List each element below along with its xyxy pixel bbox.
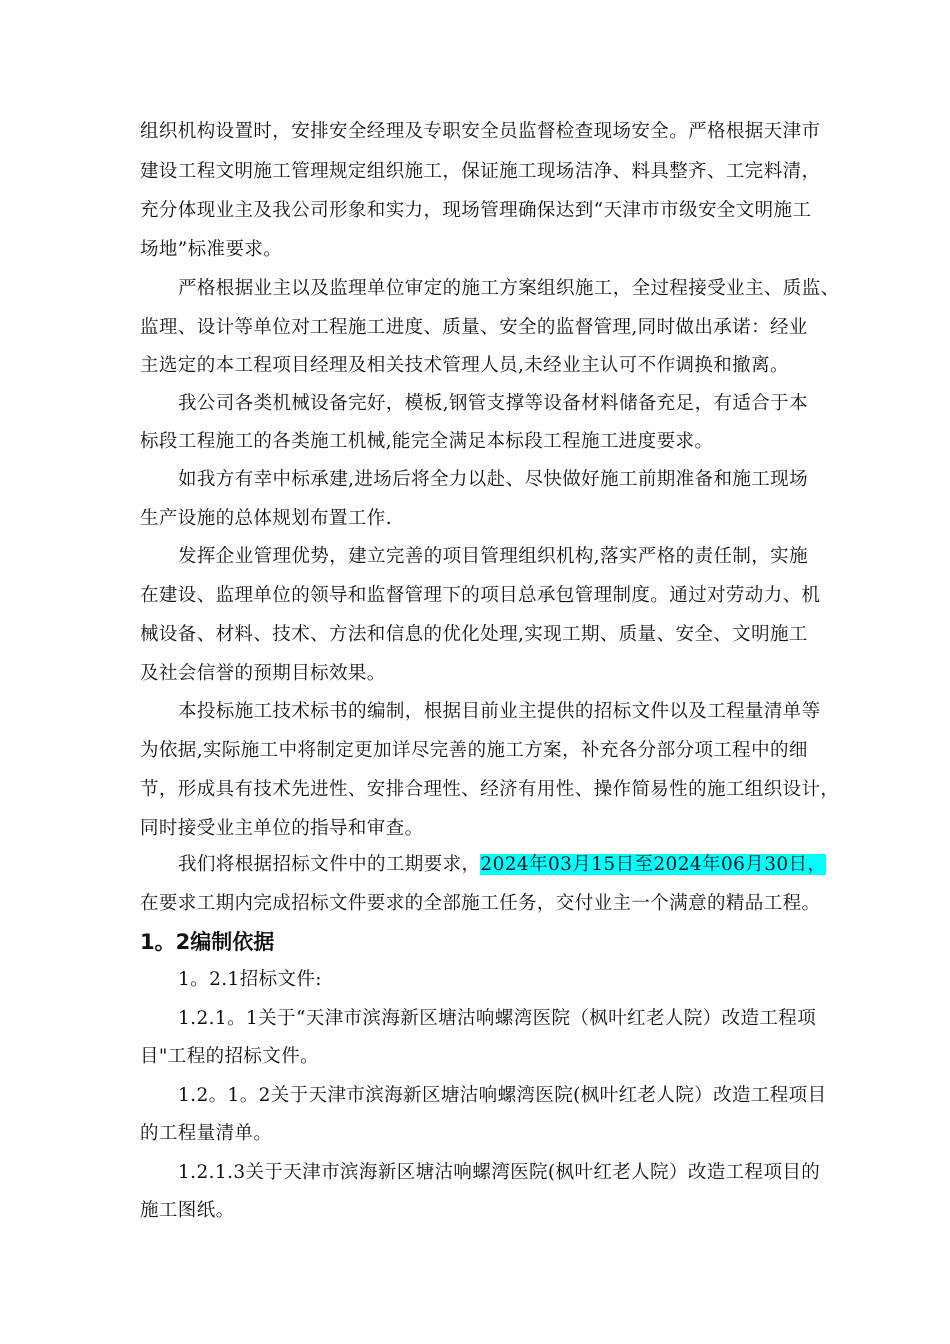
paragraph-line: 为依据,实际施工中将制定更加详尽完善的施工方案，补充各分部分项工程中的细 (140, 740, 808, 761)
highlighted-date-range: 2024年03月15日至2024年06月30日， (480, 854, 827, 875)
paragraph-line: 组织机构设置时，安排安全经理及专职安全员监督检查现场安全。严格根据天津市 (140, 121, 821, 142)
paragraph-line: 建设工程文明施工管理规定组织施工，保证施工现场洁净、料具整齐、工完料清， (140, 161, 821, 182)
paragraph-line: 如我方有幸中标承建,进场后将全力以赴、尽快做好施工前期准备和施工现场 (178, 469, 808, 490)
paragraph-line: 械设备、材料、技术、方法和信息的优化处理,实现工期、质量、安全、文明施工 (140, 624, 808, 645)
reference-item: 1.2.1.3关于天津市滨海新区塘沽响螺湾医院(枫叶红老人院）改造工程项目的 (178, 1162, 821, 1183)
paragraph-line: 场地”标准要求。 (140, 239, 283, 260)
section-heading: 1。2编制依据 (140, 930, 275, 954)
paragraph-line: 监理、设计等单位对工程施工进度、质量、安全的监督管理,同时做出承诺：经业 (140, 317, 808, 338)
paragraph-line: 充分体现业主及我公司形象和实力，现场管理确保达到“天津市市级安全文明施工 (140, 200, 812, 221)
paragraph-text: 我们将根据招标文件中的工期要求， (178, 854, 481, 875)
reference-item: 1.2。1。2关于天津市滨海新区塘沽响螺湾医院(枫叶红老人院）改造工程项目 (178, 1085, 827, 1106)
paragraph-line (178, 854, 826, 876)
reference-item: 的工程量清单。 (140, 1123, 273, 1144)
reference-item: 目"工程的招标文件。 (140, 1046, 320, 1067)
paragraph-line: 生产设施的总体规划布置工作. (140, 508, 392, 529)
paragraph-line: 同时接受业主单位的指导和审查。 (140, 818, 424, 839)
paragraph-line: 主选定的本工程项目经理及相关技术管理人员,未经业主认可不作调换和撤离。 (140, 355, 789, 376)
reference-item: 1.2.1。1关于“天津市滨海新区塘沽响螺湾医院（枫叶红老人院）改造工程项 (178, 1008, 817, 1029)
paragraph-line: 标段工程施工的各类施工机械,能完全满足本标段工程施工进度要求。 (140, 431, 714, 452)
paragraph-line: 严格根据业主以及监理单位审定的施工方案组织施工，全过程接受业主、质监、 (178, 278, 840, 299)
paragraph-line: 本投标施工技术标书的编制，根据目前业主提供的招标文件以及工程量清单等 (178, 701, 821, 722)
reference-item: 施工图纸。 (140, 1200, 235, 1221)
subsection-title: 1。2.1招标文件: (178, 969, 322, 990)
paragraph-line: 发挥企业管理优势，建立完善的项目管理组织机构,落实严格的责任制，实施 (178, 546, 808, 567)
paragraph-line: 及社会信誉的预期目标效果。 (140, 663, 386, 684)
paragraph-line: 在建设、监理单位的领导和监督管理下的项目总承包管理制度。通过对劳动力、机 (140, 585, 821, 606)
paragraph-line: 我公司各类机械设备完好，模板,钢管支撑等设备材料储备充足，有适合于本 (178, 393, 808, 414)
paragraph-line: 节，形成具有技术先进性、安排合理性、经济有用性、操作简易性的施工组织设计， (140, 779, 840, 800)
paragraph-line: 在要求工期内完成招标文件要求的全部施工任务，交付业主一个满意的精品工程。 (140, 893, 821, 914)
